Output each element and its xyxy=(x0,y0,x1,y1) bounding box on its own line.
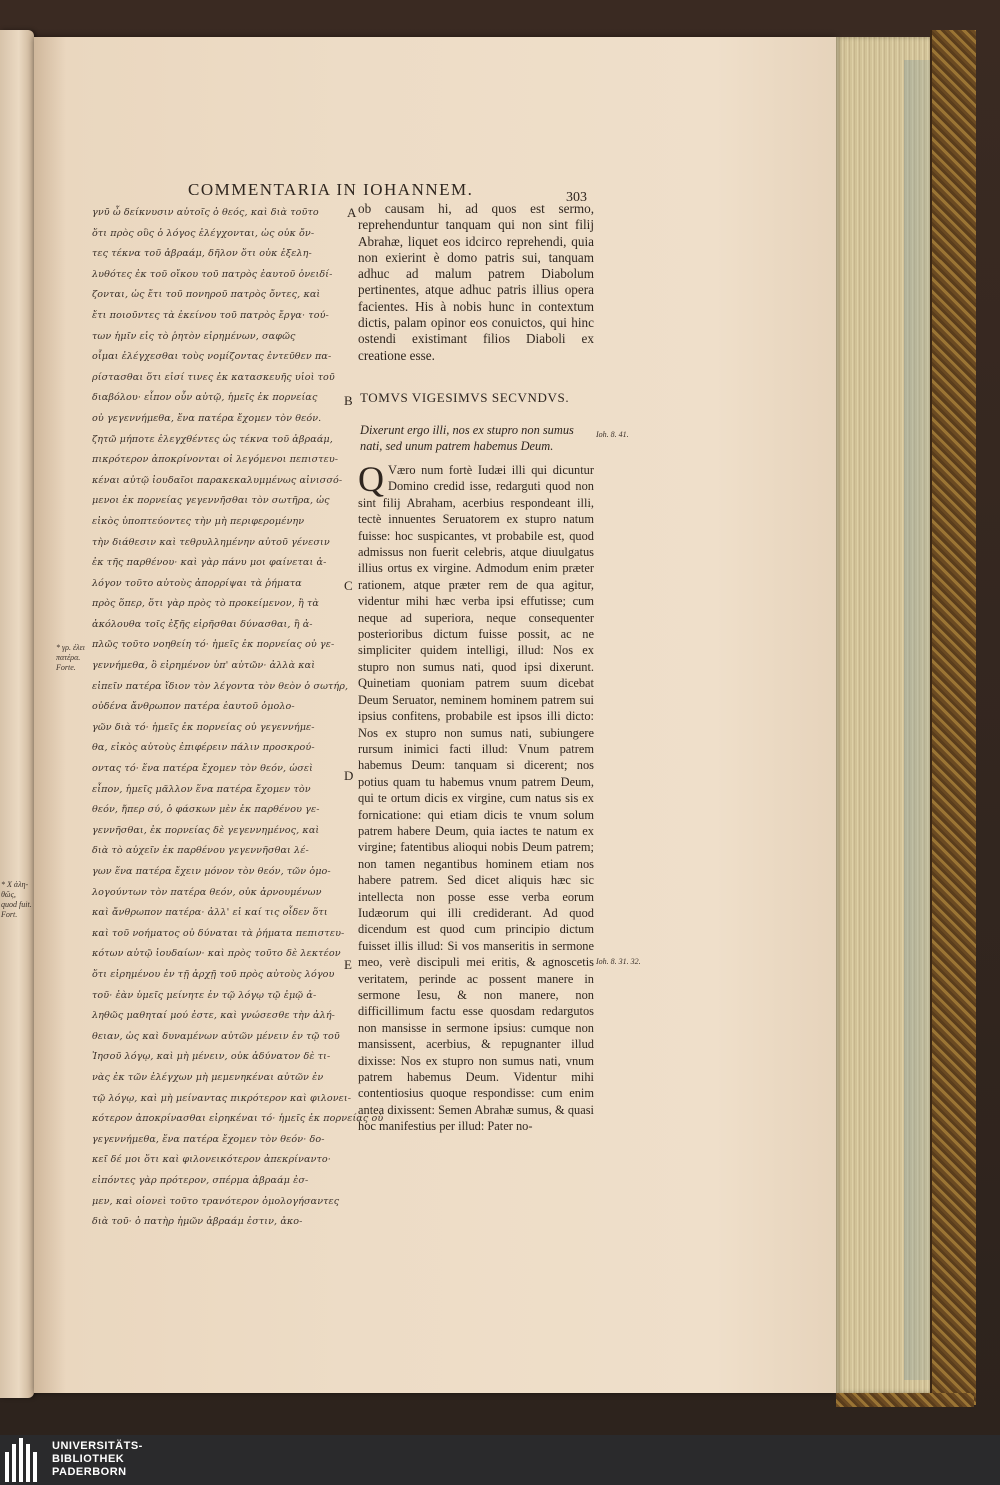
library-logo-text xyxy=(52,1440,143,1479)
greek-line: καὶ ἄνθρωπον πατέρα· ἀλλ' εἰ καί τις οἶδεν ὅτι xyxy=(92,907,328,919)
greek-line: γνῦ ὦ δείκνυσιν αὐτοῖς ὁ θεός, καὶ διὰ τοῦτο xyxy=(92,207,319,218)
greek-line: τῷ λόγῳ, καὶ μὴ μείναντας πικρότερον καὶ φιλονει- xyxy=(92,1092,352,1104)
greek-line: θα, εἰκὸς αὐτοὺς ἐπιφέρειν πάλιν προσκρού- xyxy=(92,742,315,754)
greek-line: κέναι αὐτῷ ἰουδαῖοι παρακεκαλυμμένως αἰνισσό- xyxy=(92,474,343,486)
greek-line: θεόν, ἤπερ σύ, ὁ φάσκων μὲν ἐκ παρθένου γε- xyxy=(92,804,320,816)
greek-line: ρίστασθαι ὅτι εἰσί τινες ἐκ κατασκευῆς υἱοὶ τοῦ xyxy=(92,371,335,383)
greek-line: κότερον ἀποκρίνασθαι εἰρηκέναι τό· ἡμεῖς ἐκ πορνείας οὐ xyxy=(92,1113,384,1125)
gilt-binding-bottom xyxy=(836,1393,974,1407)
page-number: 303 xyxy=(566,190,587,205)
greek-line: διὰ τοῦ· ὁ πατὴρ ἡμῶν ἀβραάμ ἐστιν, ἀκο- xyxy=(92,1216,303,1228)
greek-line: εἰπόντες γὰρ πρότερον, σπέρμα ἀβραάμ ἐσ- xyxy=(92,1174,309,1186)
greek-line: τες τέκνα τοῦ ἀβραάμ, δῆλον ὅτι οὐκ ἐξελη- xyxy=(92,248,312,260)
gilt-binding xyxy=(930,30,976,1405)
greek-line: Ἰησοῦ λόγῳ, καὶ μὴ μένειν, οὐκ ἀδύνατον δὲ τι- xyxy=(92,1051,331,1063)
greek-line: γεννῆσθαι, ἐκ πορνείας δὲ γεγεννημένος, καὶ xyxy=(92,824,320,836)
greek-column xyxy=(92,203,384,1233)
greek-line: διὰ τὸ αὐχεῖν ἐκ παρθένου γεγεννῆσθαι λέ- xyxy=(92,845,309,857)
greek-line: ζητῶ μήποτε ἐλεγχθέντες ὡς τέκνα τοῦ ἀβραάμ, xyxy=(92,433,333,445)
greek-line: πλῶς τοῦτο νοηθείη τό· ἡμεῖς ἐκ πορνείας οὐ γε- xyxy=(92,639,335,651)
latin-body-block xyxy=(358,459,594,1135)
greek-line: τοῦ· ἐὰν ὑμεῖς μείνητε ἐν τῷ λόγῳ τῷ ἐμῷ ἀ- xyxy=(92,989,317,1001)
greek-line: λογούντων τὸν πατέρα θεόν, οὐκ ἀρνουμένων xyxy=(92,886,322,898)
greek-line: τὴν διάθεσιν καὶ τεθρυλλημένην αὐτοῦ γένεσιν xyxy=(92,536,330,548)
lemma-text: Dixerunt ergo illi, nos ex stupro non sumus nati, sed unum patrem habemus Deum. xyxy=(360,423,574,453)
margin-note-joh-8-31: Ioh. 8. 31. 32. xyxy=(596,957,641,966)
logo-line-1: UNIVERSITÄTS- xyxy=(52,1440,143,1452)
section-letter-e: E xyxy=(344,957,352,972)
greek-line: ζονται, ὡς ἔτι τοῦ πονηροῦ πατρὸς ὄντες, καὶ xyxy=(92,289,321,301)
section-letter-a: A xyxy=(347,205,357,220)
greek-line: πρὸς ὅπερ, ὅτι γὰρ πρὸς τὸ προκείμενον, ἢ τὰ xyxy=(92,598,320,610)
greek-line: γεννήμεθα, ὃ εἰρημένον ὑπ' αὐτῶν· ἀλλὰ καὶ xyxy=(92,660,316,672)
greek-line: κότων αὐτῷ ἰουδαίων· καὶ πρὸς τοῦτο δὲ λεκτέον xyxy=(92,948,341,960)
greek-line: καὶ τοῦ νοήματος οὐ δύναται τὰ ῥήματα πεπιστευ- xyxy=(92,927,345,939)
greek-line: εἰκὸς ὑποπτεύοντες τὴν μὴ περιφερομένην xyxy=(92,515,305,527)
greek-line: οὐ γεγεννήμεθα, ἕνα πατέρα ἔχομεν τὸν θεόν. xyxy=(92,412,322,424)
greek-line: ὅτι εἰρημένου ἐν τῇ ἀρχῇ τοῦ πρὸς αὐτοὺς λόγου xyxy=(92,968,335,980)
drop-cap: Q xyxy=(358,459,384,499)
greek-line: κεῖ δέ μοι ὅτι καὶ φιλονεικότερον ἀπεκρίναντο· xyxy=(92,1154,331,1166)
greek-line: θειαν, ὡς καὶ δυναμένων αὐτῶν μένειν ἐν τῷ τοῦ xyxy=(92,1030,340,1042)
tomus-heading: TOMVS VIGESIMVS SECVNDVS. xyxy=(360,390,570,405)
greek-line: μενοι ἐκ πορνείας γεγεννῆσθαι τὸν σωτῆρα, ὡς xyxy=(92,495,330,507)
library-logo-icon xyxy=(5,1438,45,1482)
footer-bar xyxy=(0,1435,1000,1485)
latin-opening-text: ob causam hi, ad quos est sermo, reprehenduntur tanquam qui non sint filij Abrahæ, liquet eos idcirco reprehendi, quia non exierint è domo patris sui, tanquam adhuc ad malum patrem Diabolum pertinentes, atque adhuc patris illius opera facientes. His à nobis hunc in contextum dictis, palam opinor eos conuictos, qui hinc ostendi existimant filios Diaboli ex creatione esse. xyxy=(358,201,594,363)
facing-page-edge xyxy=(0,30,34,1398)
greek-line: εἶπον, ἡμεῖς μᾶλλον ἕνα πατέρα ἔχομεν τὸν xyxy=(92,783,311,795)
greek-line: ληθῶς μαθηταί μού ἐστε, καὶ γνώσεσθε τὴν ἀλή- xyxy=(92,1010,336,1022)
logo-line-2: BIBLIOTHEK xyxy=(52,1453,125,1465)
latin-body-text: Væro num fortè Iudæi illi qui dicuntur Domino credid isse, redarguti quod non sint filij Abraham, acerbius respondeant illi, tectè innuentes Seruatorem ex stupro natum fuisse: hoc suspicantes, vt probabile est, quod admissus non fuerit celebris, atque diuulgatus illius ortus ex virgine. Admodum enim præter rationem, atque præter rem de qua agitur, videntur mihi hæc verba ipsi effutisse; cum neque ad superiora, neque consequenter posterioribus dictum fuisse possit, ac ne simpliciter quidem intelligi, illud: Nos ex stupro non sumus nati, quod ipsi dixerunt. Quinetiam quoniam patrem suum dicebat Deum Seruator, neminem hominem patrem sui ipsius confitens, probabile est ipsos illi dicto: Nos ex stupro non sumus nati, subiungere rursum inimici facti illud: Vnum patrem habemus Deum: tanquam si dicerent; nos potius quam tu habemus vnum patrem Deum, qui te ortum dicis ex virgine, cum natus sis ex fornicatione: qui etiam dicis te vnum solum patrem habere Deum, quia iactes te natum ex virgine; fatentibus alioqui nobis Deum patrem; non tamen negantibus hominem etiam nos habere patrem. Sed dicet aliquis hæc sic intellecta non posse esse verba eorum Iudæorum qui illi crediderant. Ad quod dicendum est quod cum principio dictum fuisset illis illud: Si vos manseritis in sermone meo, verè discipuli mei eritis, & agnoscetis veritatem, perinde ac possent manere in sermone Iesu, & non manere, non difficillimum factu esse quosdam redargutos non mansisse in sermone ipsius: cumque non mansissent, acerbius, & repugnanter illud dixisse: Nos ex stupro non sumus nati, vnum patrem habemus Deum. Videntur mihi contentiosius quoque respondisse: cum enim antea dixissent: Semen Abrahæ sumus, & quasi hoc manifestius per illud: Pater no- xyxy=(358,463,594,1134)
greek-line: γῶν διὰ τό· ἡμεῖς ἐκ πορνείας οὐ γεγεννήμε- xyxy=(92,721,315,733)
logo-line-3: PADERBORN xyxy=(52,1466,127,1478)
greek-line: ἔτι ποιοῦντες τὰ ἐκείνου τοῦ πατρὸς ἔργα· τού- xyxy=(92,309,329,321)
margin-note-greek-variant: * γρ. ἐλει πατέρα. Forte. xyxy=(56,643,85,672)
greek-line: λόγον τοῦτο αὐτοὺς ἀπορρίψαι τὰ ῥήματα xyxy=(92,577,302,589)
section-letter-d: D xyxy=(344,768,354,783)
greek-line: ὅτι πρὸς οὓς ὁ λόγος ἐλέγχονται, ὡς οὐκ ὄν- xyxy=(92,227,315,239)
greek-line: γεγεννήμεθα, ἕνα πατέρα ἔχομεν τὸν θεόν· δο- xyxy=(92,1133,325,1145)
greek-line: νὰς ἐκ τῶν ἐλέγχων μὴ μεμενηκέναι αὐτῶν ἐν xyxy=(92,1071,324,1083)
greek-line: μεν, καὶ οἱονεὶ τοῦτο τρανότερον ὁμολογήσαντες xyxy=(92,1195,340,1207)
greek-line: ἀκόλουθα τοῖς ἑξῆς εἰρῆσθαι δύνασθαι, ἢ ἀ- xyxy=(92,618,313,630)
running-title: COMMENTARIA IN IOHANNEM. xyxy=(188,180,474,199)
latin-body-paragraph xyxy=(358,459,594,1135)
greek-line: οὐδένα ἄνθρωπον πατέρα ἑαυτοῦ ὁμολο- xyxy=(92,701,295,713)
margin-note-joh-8-41: Ioh. 8. 41. xyxy=(596,430,629,439)
greek-line: λυθότες ἐκ τοῦ οἴκου τοῦ πατρὸς ἑαυτοῦ ὀνειδί- xyxy=(92,268,333,280)
greek-line: διαβόλου· εἶπον οὖν αὐτῷ, ἡμεῖς ἐκ πορνείας xyxy=(92,392,318,404)
greek-line: γων ἕνα πατέρα ἔχειν μόνον τὸν θεόν, τῶν ὁμο- xyxy=(92,866,331,877)
greek-line: των ἡμῖν εἰς τὸ ῥητὸν εἰρημένων, σαφῶς xyxy=(92,330,296,342)
latin-opening-block xyxy=(358,201,594,364)
section-letter-c: C xyxy=(344,578,353,593)
margin-note-left-page: * X ἀλη- θῶς, quod fuit. Fort. xyxy=(1,880,32,919)
greek-line: ἐκ τῆς παρθένου· καὶ γὰρ πάνυ μοι φαίνεται ἀ- xyxy=(92,557,327,569)
greek-line: οἶμαι ἐλέγχεσθαι τοὺς νομίζοντας ἐντεῦθεν πα- xyxy=(92,351,332,363)
section-letter-b: B xyxy=(344,393,353,408)
greek-line: εἰπεῖν πατέρα ἴδιον τὸν λέγοντα τὸν θεὸν ὁ σωτήρ, xyxy=(92,680,349,692)
greek-line: οντας τό· ἕνα πατέρα ἔχομεν τὸν θεόν, ὡσεὶ xyxy=(92,763,313,775)
greek-line: πικρότερον ἀποκρίνονται οἱ λεγόμενοι πεπιστευ- xyxy=(92,454,339,466)
